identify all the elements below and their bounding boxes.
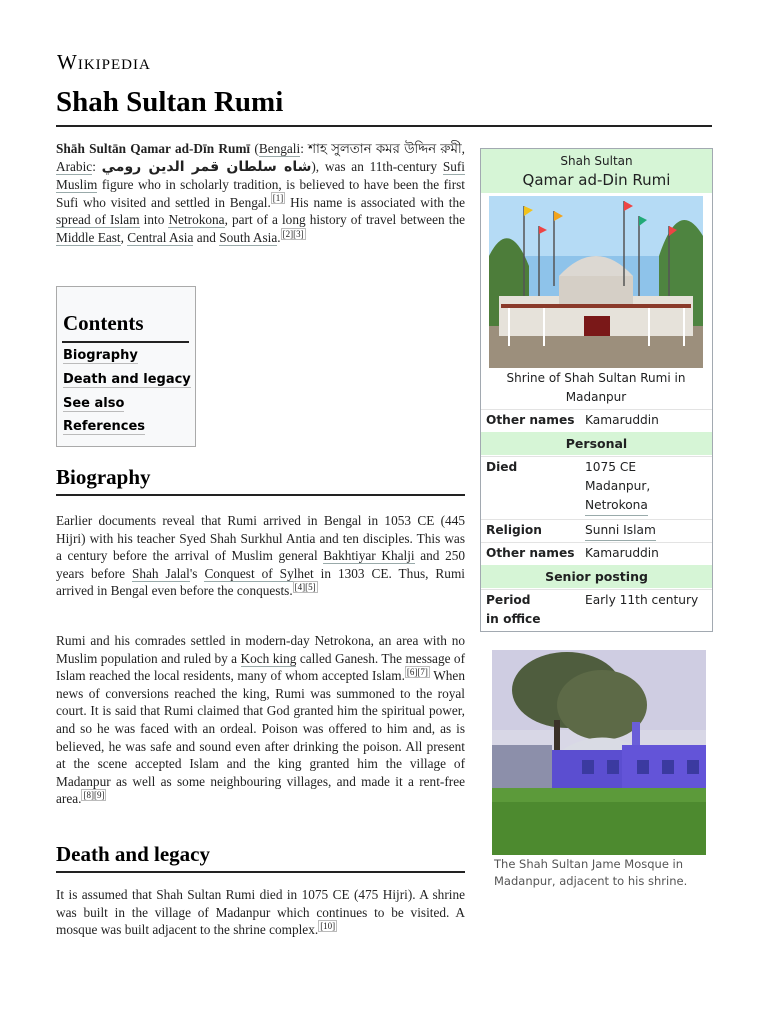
body-text: When news of conversions reached the king, Rumi was summoned to the royal court. It is said that Rumi claimed that God granted him the spiritual power, and so he was faced with an ordeal. Poison was offered to him and, as is believed, he was safe and sound even after drinking the poison. All present at the scene accepted Islam and the king granted him the village of Madanpur as well as some neighbouring villages, and made it a rent-free area. <box>56 668 465 807</box>
period-value: Early 11th century <box>585 593 699 607</box>
citation-link[interactable]: [8][9] <box>83 789 105 800</box>
body-text: and 250 years before <box>56 548 466 581</box>
spread-of-islam-link[interactable]: spread of Islam <box>56 212 140 228</box>
netrokona-infobox-link[interactable]: Netrokona <box>585 496 648 516</box>
period-label: Period <box>486 593 531 607</box>
infobox-row-died <box>481 456 712 520</box>
title-divider <box>56 125 712 127</box>
south-asia-link[interactable]: South Asia <box>219 229 278 245</box>
page-title: Shah Sultan Rumi <box>56 86 284 118</box>
citation-link[interactable]: [2][3] <box>282 228 304 239</box>
toc-item-death-and-legacy[interactable]: Death and legacy <box>63 372 191 387</box>
shah-jalal-link[interactable]: Shah Jalal <box>131 565 190 581</box>
koch-king-link[interactable]: Koch king <box>240 650 297 666</box>
section-divider <box>56 494 465 496</box>
died-label: Died <box>486 460 518 474</box>
sufi-muslim-link[interactable]: Sufi Muslim <box>56 158 465 193</box>
died-place: Madanpur, <box>585 479 651 493</box>
death-and-legacy-heading: Death and legacy <box>56 842 210 866</box>
intro-text: His name is associated with the <box>285 194 465 210</box>
bengali-link[interactable]: Bengali <box>258 141 301 156</box>
toc-item-biography[interactable]: Biography <box>63 348 138 363</box>
wikipedia-logo[interactable]: Wikipedia <box>57 50 151 74</box>
toc-item-see-also[interactable]: See also <box>63 396 125 411</box>
period-label-line2: in office <box>486 612 541 626</box>
intro-text: figure who in scholarly tradition, is believed to have been the first Sufi who visited and settled in Bengal. <box>56 177 465 210</box>
infobox-subtitle: Shah Sultan <box>560 154 633 168</box>
subject-name: Shāh Sultān Qamar ad-Dīn Rumī <box>56 141 251 156</box>
conquest-of-sylhet-link[interactable]: Conquest of Sylhet <box>204 565 314 581</box>
citation-link[interactable]: [6][7] <box>406 666 428 677</box>
intro-text: into <box>139 212 169 228</box>
infobox-row-religion <box>481 519 712 543</box>
body-text: called Ganesh. The message of Islam reached the local residents, many of whom accepted Islam. <box>56 650 466 684</box>
arabic-link[interactable]: Arabic <box>56 158 93 174</box>
section-divider <box>56 871 465 873</box>
mosque-image[interactable] <box>492 650 706 855</box>
infobox-row-other-names <box>481 409 712 433</box>
mosque-illustration <box>492 650 706 855</box>
citation-link[interactable]: [1] <box>272 193 284 204</box>
body-text: Earlier documents reveal that Rumi arrived in Bengal in 1053 CE (445 Hijri) with his teacher Syed Shah Surkhul Antia and ten disciples. This was a century before the arrival of Muslim general <box>56 513 465 564</box>
infobox-header <box>481 149 712 193</box>
citation-link[interactable]: [10] <box>320 920 336 931</box>
body-text: 's <box>189 565 205 581</box>
table-of-contents <box>56 286 196 447</box>
infobox <box>480 148 713 632</box>
citation-link[interactable]: [4][5] <box>294 581 316 592</box>
biography-paragraph-2 <box>56 632 465 808</box>
infobox-caption: Shrine of Shah Sultan Rumi in Madanpur <box>506 371 686 404</box>
other-names-label: Other names <box>486 413 575 427</box>
personal-header: Personal <box>481 432 712 455</box>
death-paragraph <box>56 886 465 939</box>
body-text: Rumi and his comrades settled in modern-day Netrokona, an area with no Muslim population and ruled by a <box>56 633 465 666</box>
intro-text: ), was an 11th-century <box>311 158 443 174</box>
other-names-label: Other names <box>486 546 575 560</box>
biography-heading: Biography <box>56 465 151 489</box>
intro-text: , part of a long history of travel between the <box>224 212 465 228</box>
mosque-caption: The Shah Sultan Jame Mosque in Madanpur, adjacent to his shrine. <box>494 857 688 888</box>
toc-title: Contents <box>63 311 144 335</box>
bakhtiyar-khalji-link[interactable]: Bakhtiyar Khalji <box>323 548 415 564</box>
intro-text: and <box>193 229 220 245</box>
body-text: in 1303 CE. Thus, Rumi arrived in Bengal even before the conquests. <box>56 565 465 599</box>
senior-posting-header: Senior posting <box>481 565 712 588</box>
netrokona-link[interactable]: Netrokona <box>168 212 225 228</box>
infobox-title: Qamar ad-Din Rumi <box>522 171 671 189</box>
biography-paragraph-1 <box>56 512 465 600</box>
toc-item-references[interactable]: References <box>63 419 146 434</box>
toc-divider <box>62 341 189 343</box>
infobox-row-period <box>481 589 712 632</box>
religion-label: Religion <box>486 523 542 537</box>
middle-east-link[interactable]: Middle East <box>56 229 121 245</box>
intro-paragraph: Shāh Sultān Qamar ad-Dīn Rumī (Bengali: শাহ সুলতান কমর উদ্দিন রুমী, Arabic: شاه سلطان قمر الدين رومي), was an 11th-century Sufi Muslim figure who in scholarly tradition, is believed to have been the first Sufi who visited and settled in Bengal. [1] His name is associated with the spread of Islam into Netrokona, part of a long history of travel between the Middle East, Central Asia and South Asia. [2][3] <box>56 141 465 245</box>
body-text: It is assumed that Shah Sultan Rumi died in 1075 CE (475 Hijri). A shrine was built in the village of Madanpur which continues to be visited. A mosque was built adjacent to the shrine complex. <box>56 887 465 938</box>
other-names-value: Kamaruddin <box>585 413 659 427</box>
central-asia-link[interactable]: Central Asia <box>127 229 194 245</box>
arabic-name: شاه سلطان قمر الدين رومي <box>101 158 312 175</box>
shrine-illustration <box>489 196 703 368</box>
bengali-name: : শাহ সুলতান কমর উদ্দিন রুমী, <box>300 141 465 156</box>
shrine-image[interactable] <box>489 196 703 368</box>
died-date: 1075 CE <box>585 460 637 474</box>
infobox-row-other-names-2 <box>481 542 712 566</box>
sunni-islam-link[interactable]: Sunni Islam <box>585 521 656 541</box>
other-names-value: Kamaruddin <box>585 546 659 560</box>
